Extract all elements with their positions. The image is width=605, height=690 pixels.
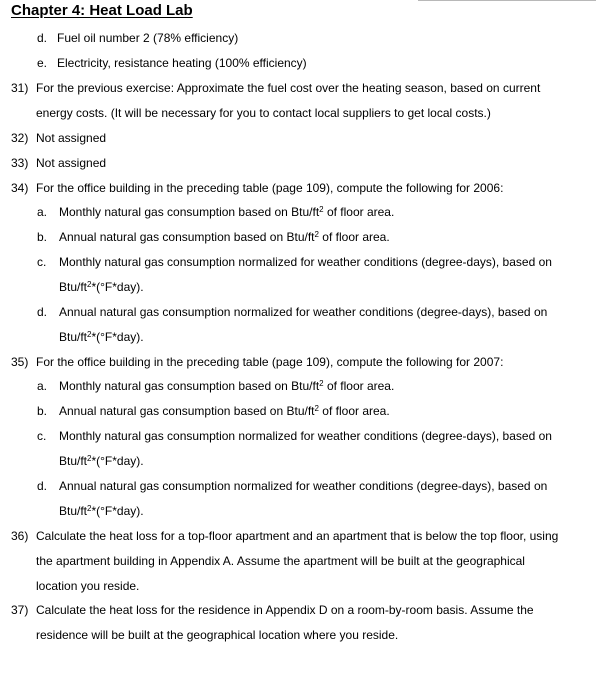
list-item-text: Fuel oil number 2 (78% efficiency) — [57, 31, 239, 45]
list-item-text: Monthly natural gas consumption normalized for weather conditions (degree-days), based on — [59, 255, 552, 269]
question-number: 37) — [11, 603, 29, 617]
question-text: location you reside. — [36, 579, 140, 593]
list-item-text: Annual natural gas consumption based on Btu/$ft^2$ of floor area. — [59, 230, 390, 244]
question-text: Not assigned — [36, 156, 107, 170]
question-text: For the office building in the preceding table (page 109), compute the following for 2007: — [36, 355, 504, 369]
list-item-text: Monthly natural gas consumption based on Btu/$ft^2$ of floor area. — [59, 379, 395, 393]
question-number: 36) — [11, 529, 29, 543]
question-text: residence will be built at the geographical location where you reside. — [36, 628, 399, 642]
list-marker: c. — [37, 429, 47, 443]
question-number: 34) — [11, 181, 29, 195]
question-text: the apartment building in Appendix A. Assume the apartment will be built at the geographical — [36, 554, 525, 568]
header-rule — [418, 0, 596, 1]
question-text: Not assigned — [36, 131, 107, 145]
list-marker: b. — [37, 230, 48, 244]
list-item-text: Btu/$ft^2*(^\circ F*day)$. — [59, 454, 144, 468]
question-text: For the office building in the preceding table (page 109), compute the following for 2006: — [36, 181, 504, 195]
list-item-text: Annual natural gas consumption normalized for weather conditions (degree-days), based on — [59, 305, 548, 319]
question-text: Calculate the heat loss for the residence in Appendix D on a room-by-room basis. Assume the — [36, 603, 534, 617]
question-number: 31) — [11, 81, 29, 95]
list-marker: e. — [37, 56, 48, 70]
list-item-text: Monthly natural gas consumption normalized for weather conditions (degree-days), based on — [59, 429, 552, 443]
question-text: energy costs. (It will be necessary for you to contact local suppliers to get local costs.) — [36, 106, 491, 120]
list-marker: d. — [37, 305, 48, 319]
question-text: For the previous exercise: Approximate the fuel cost over the heating season, based on current — [36, 81, 541, 95]
list-item-text: Btu/$ft^2*(^\circ F*day)$. — [59, 280, 144, 294]
question-number: 35) — [11, 355, 29, 369]
list-item-text: Btu/$ft^2*(^\circ F*day)$. — [59, 504, 144, 518]
list-item-text: Monthly natural gas consumption based on Btu/$ft^2$ of floor area. — [59, 205, 395, 219]
list-marker: b. — [37, 404, 48, 418]
list-item-text: Electricity, resistance heating (100% efficiency) — [57, 56, 307, 70]
list-marker: c. — [37, 255, 47, 269]
list-marker: d. — [37, 31, 48, 45]
question-text: Calculate the heat loss for a top-floor apartment and an apartment that is below the top floor, using — [36, 529, 559, 543]
list-marker: a. — [37, 205, 48, 219]
list-marker: a. — [37, 379, 48, 393]
page-title: Chapter 4: Heat Load Lab — [11, 2, 193, 19]
list-marker: d. — [37, 479, 48, 493]
question-number: 32) — [11, 131, 29, 145]
list-item-text: Annual natural gas consumption based on Btu/$ft^2$ of floor area. — [59, 404, 390, 418]
question-number: 33) — [11, 156, 29, 170]
list-item-text: Annual natural gas consumption normalized for weather conditions (degree-days), based on — [59, 479, 548, 493]
list-item-text: Btu/$ft^2*(^\circ F*day)$. — [59, 330, 144, 344]
